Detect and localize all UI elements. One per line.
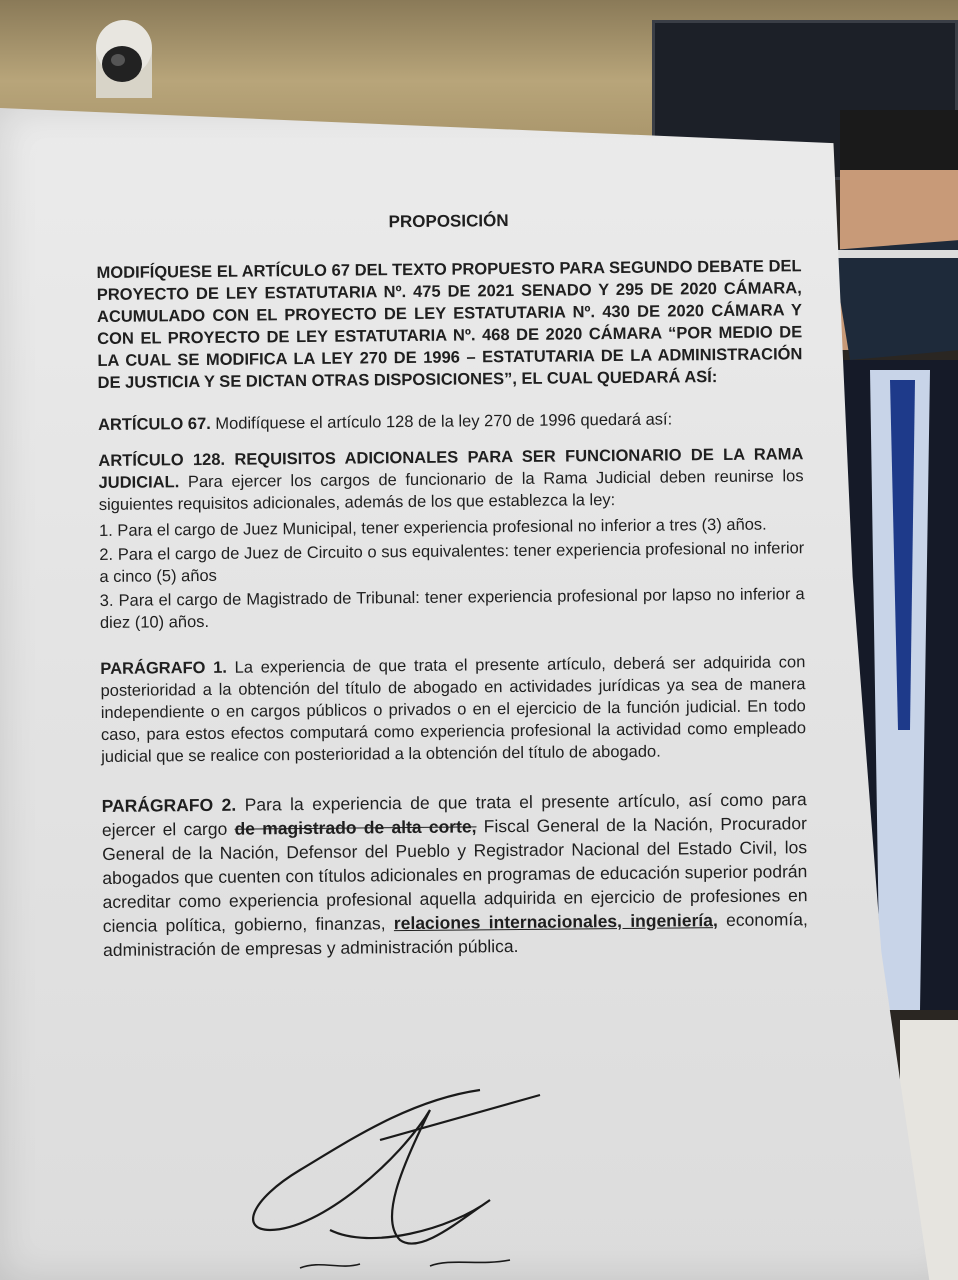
article-128 [98, 443, 804, 516]
article-128-heading: ARTÍCULO 128. REQUISITOS ADICIONALES PARA SER FUNCIONARIO DE LA RAMA JUDICIAL. [98, 445, 804, 492]
article-128-item-3: 3. Para el cargo de Magistrado de Tribunal: tener experiencia profesional por lapso no inferior a diez (10) años. [99, 585, 805, 632]
paragrafo-1-heading: PARÁGRAFO 1. [100, 658, 228, 678]
paragrafo-1-text: La experiencia de que trata el presente artículo, deberá ser adquirida con posterioridad a la obtención del título de abogado en actividades jurídicas ya sea de manera independiente o en cargos públicos o privados o en el ejercicio de la función judicial. En todo caso, para estos efectos computará como experiencia profesional la actividad como empleado judicial que se realice con posterioridad a la obtención del título de abogado. [100, 653, 807, 766]
article-128-text: Para ejercer los cargos de funcionario de la Rama Judicial deben reunirse los siguientes requisitos adicionales, además de los que establezca la ley: [98, 467, 804, 514]
document-title: PROPOSICIÓN [388, 211, 509, 232]
article-67-text: Modifíquese el artículo 128 de la ley 270 de 1996 quedará así: [210, 410, 673, 433]
article-128-item-2: 2. Para el cargo de Juez de Circuito o sus equivalentes: tener experiencia profesional no inferior a cinco (5) años [99, 539, 805, 586]
article-128-item-1: 1. Para el cargo de Juez Municipal, tener experiencia profesional no inferior a tres (3) años. [98, 515, 767, 540]
paragrafo-2-heading: PARÁGRAFO 2. [101, 794, 237, 816]
article-67 [98, 407, 803, 436]
struck-text: de magistrado de alta corte, [234, 816, 477, 839]
underlined-text: relaciones internacionales, ingeniería, [393, 910, 718, 934]
paragrafo-2-text-b: Fiscal General de la Nación, Procurador General de la Nación, Defensor del Pueblo y Registrador Nacional del Estado Civil, los abogados que cuenten con títulos adicionales en programas de educación superior podrán acreditar como experiencia profesional aquella adquirida en ejercicio de profesiones en ciencia política, gobierno, finanzas, [102, 813, 808, 936]
paragrafo-2-text-c: economía, administración de empresas y administración pública. [102, 909, 808, 960]
document-body [96, 207, 808, 976]
paragrafo-1 [100, 651, 806, 768]
paragrafo-2 [102, 787, 809, 962]
document-preamble: MODIFÍQUESE EL ARTÍCULO 67 DEL TEXTO PROPUESTO PARA SEGUNDO DEBATE DEL PROYECTO DE LEY ESTATUTARIA Nº. 475 DE 2021 SENADO Y 295 DE 2020 CÁMARA, ACUMULADO CON EL PROYECTO DE LEY ESTATUTARIA Nº. 430 DE 2020 CÁMARA Y CON EL PROYECTO DE LEY ESTATUTARIA Nº. 468 DE 2020 CÁMARA “POR MEDIO DE LA CUAL SE MODIFICA LA LEY 270 DE 1996 – ESTATUTARIA DE LA ADMINISTRACIÓN DE JUSTICIA Y SE DICTAN OTRAS DISPOSICIONES”, EL CUAL QUEDARÁ ASÍ: [96, 257, 803, 392]
security-camera [88, 8, 160, 98]
article-67-heading: ARTÍCULO 67. [97, 414, 211, 434]
handwritten-signature [230, 1080, 570, 1280]
paragrafo-2-text-a: Para la experiencia de que trata el presente artículo, así como para ejercer el cargo [101, 789, 807, 840]
